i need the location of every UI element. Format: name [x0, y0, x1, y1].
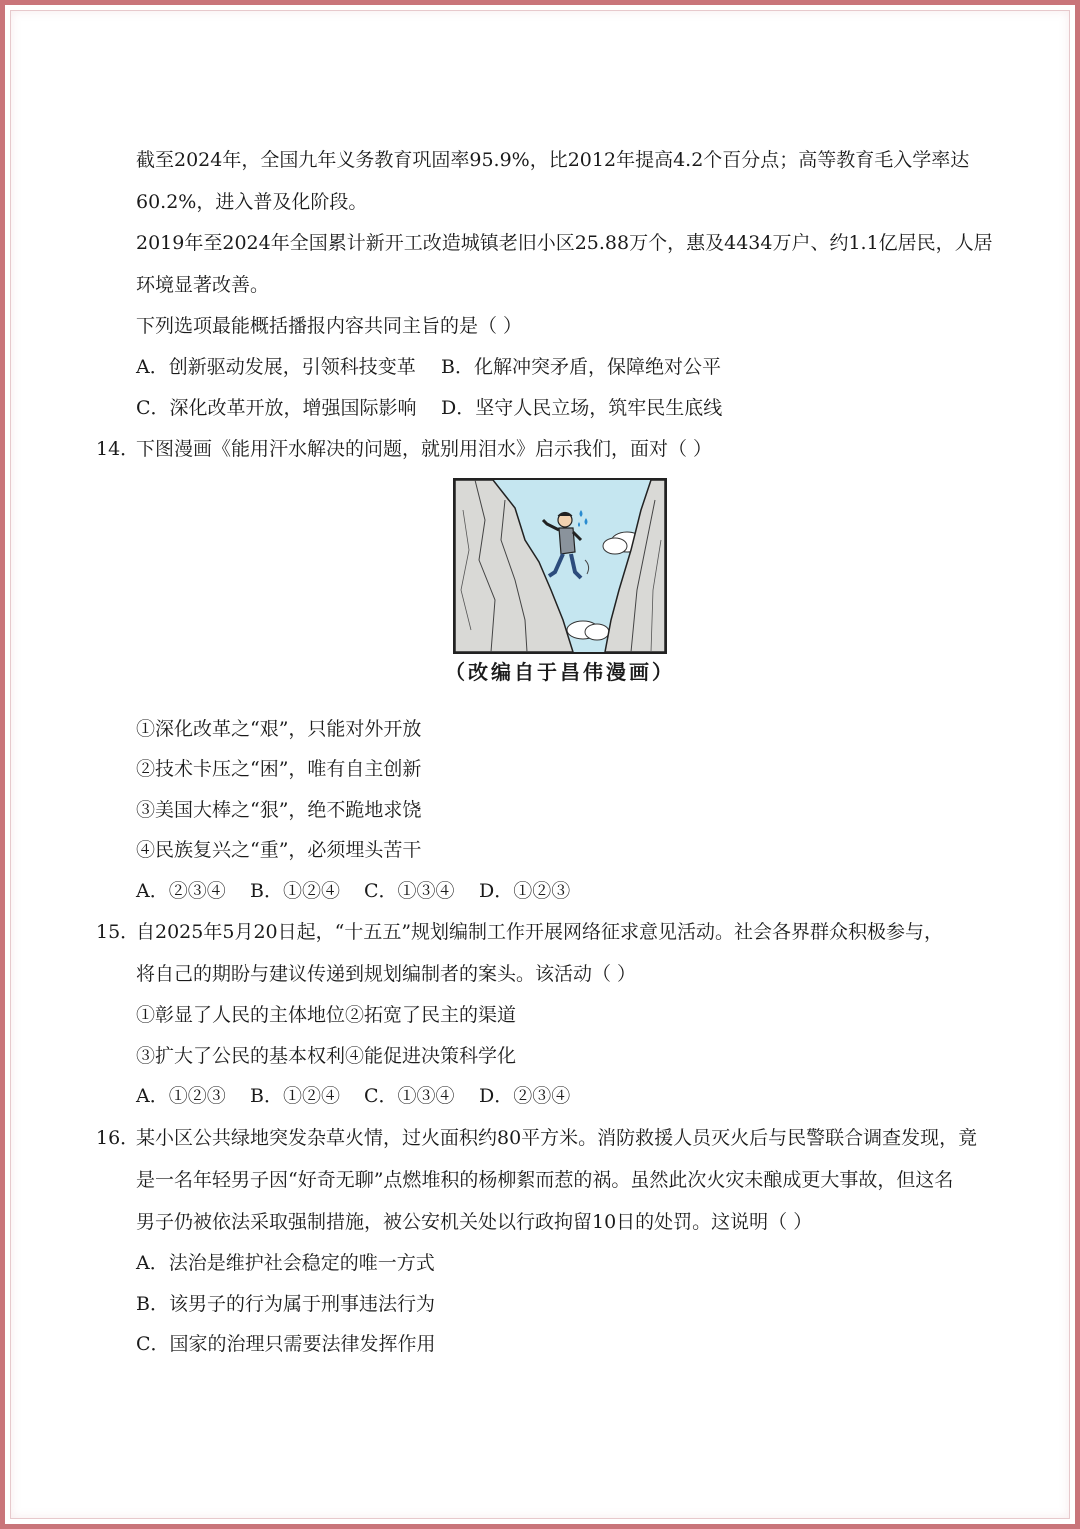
question-14-option-a: A．②③④	[136, 880, 226, 902]
question-15-option-d: D．②③④	[479, 1085, 571, 1107]
question-14-item-2: ②技术卡压之“困”，唯有自主创新	[136, 758, 422, 780]
question-16-line-3: 男子仍被依法采取强制措施，被公安机关处以行政拘留10日的处罚。这说明（ ）	[136, 1211, 813, 1233]
question-13-option-a: A．创新驱动发展，引领科技变革	[136, 356, 416, 378]
question-15-number: 15．	[96, 921, 140, 943]
question-13-option-d: D．坚守人民立场，筑牢民生底线	[441, 397, 723, 419]
intro-line-3: 2019年至2024年全国累计新开工改造城镇老旧小区25.88万个，惠及4434万户、约1.1亿居民，人居	[136, 232, 993, 254]
question-15-items-1: ①彰显了人民的主体地位②拓宽了民主的渠道	[136, 1004, 517, 1026]
question-16-line-2: 是一名年轻男子因“好奇无聊”点燃堆积的杨柳絮而惹的祸。虽然此次火灾未酿成更大事故，但这名	[136, 1169, 954, 1191]
question-14-item-4: ④民族复兴之“重”，必须埋头苦干	[136, 839, 422, 861]
question-15-line-2: 将自己的期盼与建议传递到规划编制者的案头。该活动（ ）	[136, 963, 637, 985]
question-15-items-2: ③扩大了公民的基本权利④能促进决策科学化	[136, 1045, 517, 1067]
cartoon-caption: （改编自于昌伟漫画）	[445, 660, 675, 684]
question-14-stem: 下图漫画《能用汗水解决的问题，就别用泪水》启示我们，面对（ ）	[136, 438, 713, 460]
question-14-number: 14．	[96, 438, 140, 460]
cartoon-illustration	[455, 480, 665, 652]
question-14-option-c: C．①③④	[364, 880, 455, 902]
question-16-option-a: A．法治是维护社会稳定的唯一方式	[136, 1252, 435, 1274]
question-16-option-c: C．国家的治理只需要法律发挥作用	[136, 1333, 436, 1355]
intro-line-2: 60.2%，进入普及化阶段。	[136, 191, 368, 213]
question-14-item-1: ①深化改革之“艰”，只能对外开放	[136, 718, 422, 740]
cartoon-climber-figure	[453, 478, 667, 654]
question-14-option-b: B．①②④	[250, 880, 340, 902]
question-15-option-b: B．①②④	[250, 1085, 340, 1107]
question-13-option-b: B．化解冲突矛盾，保障绝对公平	[441, 356, 721, 378]
question-16-option-b: B．该男子的行为属于刑事违法行为	[136, 1293, 435, 1315]
question-14-item-3: ③美国大棒之“狠”，绝不跪地求饶	[136, 799, 422, 821]
question-13-option-c: C．深化改革开放，增强国际影响	[136, 397, 417, 419]
question-16-line-1: 某小区公共绿地突发杂草火情，过火面积约80平方米。消防救援人员灭火后与民警联合调查发现，竟	[136, 1127, 978, 1149]
question-14-option-d: D．①②③	[479, 880, 571, 902]
question-15-option-c: C．①③④	[364, 1085, 455, 1107]
question-16-number: 16．	[96, 1127, 140, 1149]
question-15-line-1: 自2025年5月20日起，“十五五”规划编制工作开展网络征求意见活动。社会各界群众积极参与，	[136, 921, 944, 943]
intro-line-1: 截至2024年，全国九年义务教育巩固率95.9%，比2012年提高4.2个百分点；高等教育毛入学率达	[136, 149, 970, 171]
question-15-option-a: A．①②③	[136, 1085, 226, 1107]
question-13-stem: 下列选项最能概括播报内容共同主旨的是（ ）	[136, 315, 523, 337]
intro-line-4: 环境显著改善。	[136, 274, 270, 296]
